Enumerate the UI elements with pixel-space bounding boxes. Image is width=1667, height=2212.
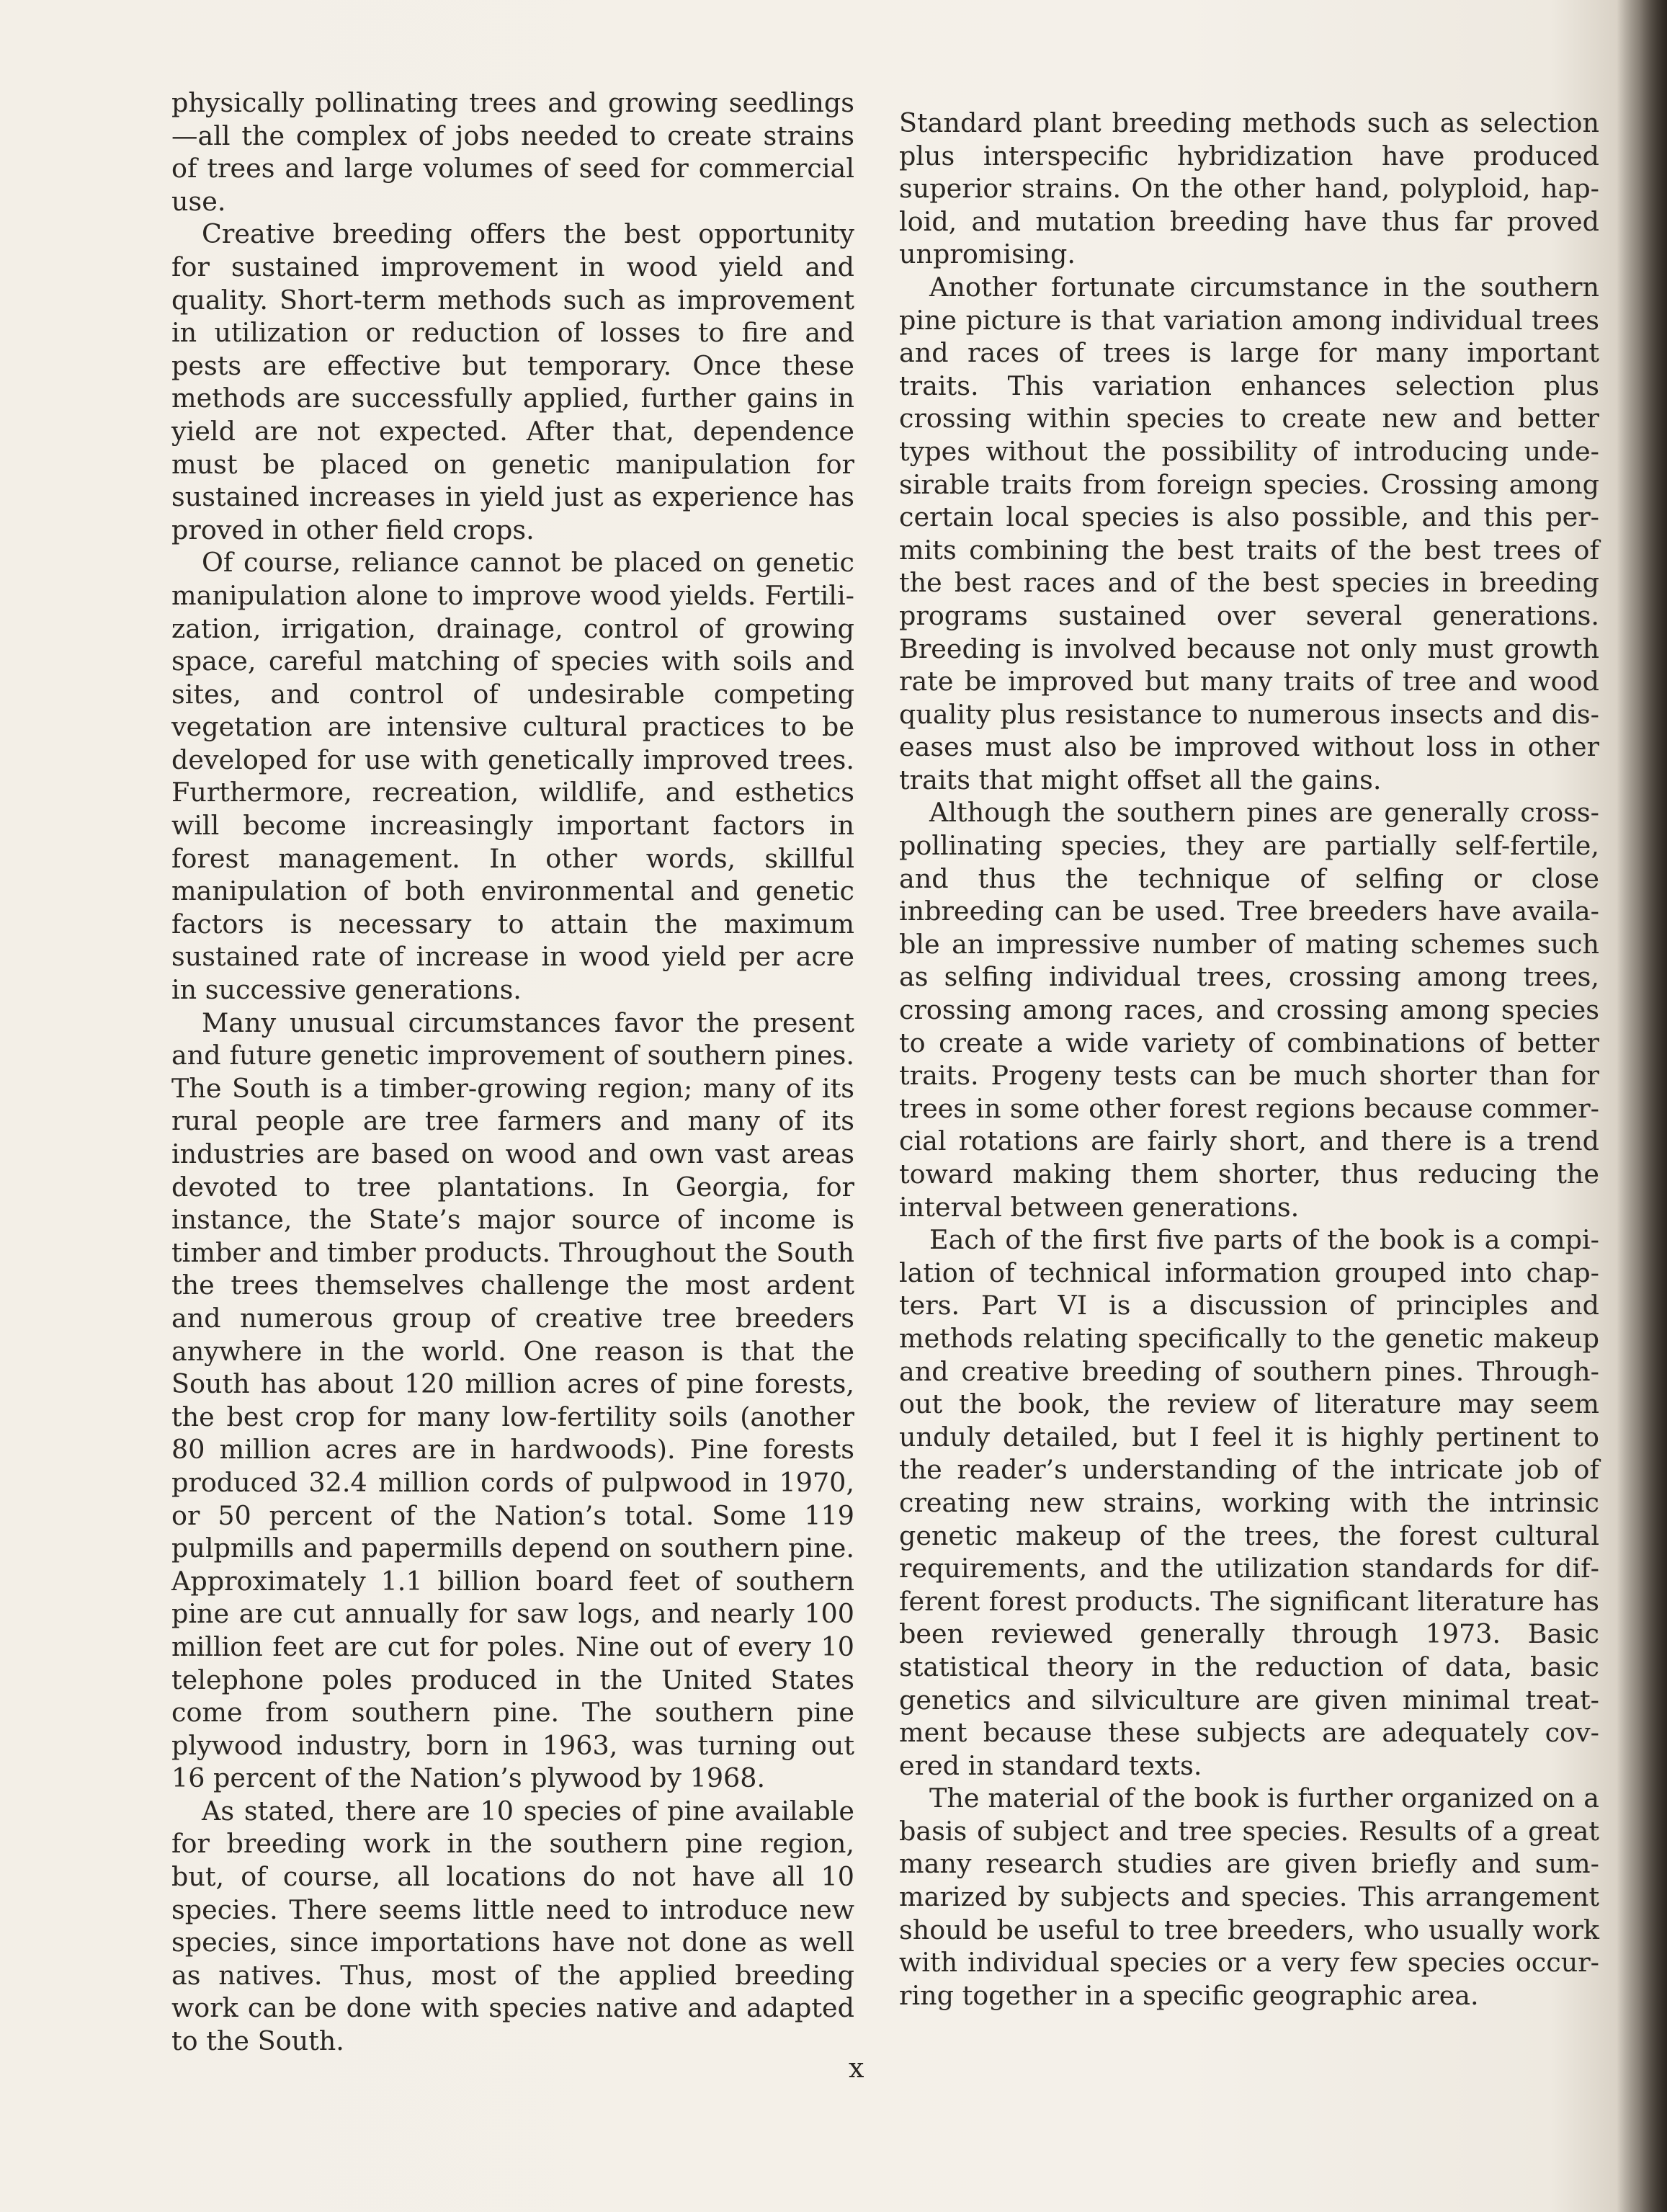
right-text-column (899, 107, 1599, 2012)
binding-shadow (1617, 0, 1667, 2212)
paragraph: The material of the book is further organized on a basis of subject and tree species. Results of a great many research studies are given briefly and summarized by subjects and species. This arrangement should be useful to tree breeders, who usually work with individual species or a very few species occurring together in a specific geographic area. (899, 1783, 1599, 2011)
paragraph: As stated, there are 10 species of pine available for breeding work in the southern pine region, but, of course, all locations do not have all 10 species. There seems little need to introduce new species, since importations have not done as well as natives. Thus, most of the applied breeding work can be done with species native and adapted to the South. (171, 1795, 854, 2057)
paragraph: Another fortunate circumstance in the southern pine picture is that variation among individual trees and races of trees is large for many important traits. This variation enhances selection plus crossing within species to create new and better types without the possibility of introducing undesirable traits from foreign species. Crossing among certain local species is also possible, and this permits combining the best traits of the best trees of the best races and of the best species in breeding programs sustained over several generations. Breeding is involved because not only must growth rate be improved but many traits of tree and wood quality plus resistance to numerous insects and diseases must also be improved without loss in other traits that might offset all the gains. (899, 271, 1599, 795)
page-number: x (849, 2052, 865, 2084)
left-text-column (171, 86, 854, 2058)
paragraph: Standard plant breeding methods such as selection plus interspecific hybridization have produced superior strains. On the other hand, polyploid, haploid, and mutation breeding have thus far proved unpromising. (899, 107, 1599, 270)
paragraph: physically pollinating trees and growing seedlings—all the complex of jobs needed to create strains of trees and large volumes of seed for commercial use. (171, 87, 854, 217)
paragraph: Although the southern pines are generally cross-pollinating species, they are partially self-fertile, and thus the technique of selfing or close inbreeding can be used. Tree breeders have available an impressive number of mating schemes such as selfing individual trees, crossing among trees, crossing among races, and crossing among species to create a wide variety of combinations of better traits. Progeny tests can be much shorter than for trees in some other forest regions because commercial rotations are fairly short, and there is a trend toward making them shorter, thus reducing the interval between generations. (899, 797, 1599, 1223)
paragraph: Many unusual circumstances favor the present and future genetic improvement of southern pines. The South is a timber-growing region; many of its rural people are tree farmers and many of its industries are based on wood and own vast areas devoted to tree plantations. In Georgia, for instance, the State’s major source of income is timber and timber products. Throughout the South the trees themselves challenge the most ardent and numerous group of creative tree breeders anywhere in the world. One reason is that the South has about 120 million acres of pine forests, the best crop for many low-fertility soils (another 80 million acres are in hardwoods). Pine forests produced 32.4 million cords of pulpwood in 1970, or 50 percent of the Nation’s total. Some 119 pulpmills and papermills depend on southern pine. Approximately 1.1 billion board feet of southern pine are cut annually for saw logs, and nearly 100 million feet are cut for poles. Nine out of every 10 telephone poles produced in the United States come from southern pine. The southern pine plywood industry, born in 1963, was turning out 16 percent of the Nation’s plywood by 1968. (171, 1007, 854, 1794)
paragraph: Each of the first five parts of the book is a compilation of technical information grouped into chapters. Part VI is a discussion of principles and methods relating specifically to the genetic makeup and creative breeding of southern pines. Throughout the book, the review of literature may seem unduly detailed, but I feel it is highly pertinent to the reader’s understanding of the intricate job of creating new strains, working with the intrinsic genetic makeup of the trees, the forest cultural requirements, and the utilization standards for different forest products. The significant literature has been reviewed generally through 1973. Basic statistical theory in the reduction of data, basic genetics and silviculture are given minimal treatment because these subjects are adequately covered in standard texts. (899, 1224, 1599, 1781)
paragraph: Creative breeding offers the best opportunity for sustained improvement in wood yield and quality. Short-term methods such as improvement in utilization or reduction of losses to fire and pests are effective but temporary. Once these methods are successfully applied, further gains in yield are not expected. After that, dependence must be placed on genetic manipulation for sustained increases in yield just as experience has proved in other field crops. (171, 218, 854, 545)
paragraph: Of course, reliance cannot be placed on genetic manipulation alone to improve wood yields. Fertilization, irrigation, drainage, control of growing space, careful matching of species with soils and sites, and control of undesirable competing vegetation are intensive cultural practices to be developed for use with genetically improved trees. Furthermore, recreation, wildlife, and esthetics will become increasingly important factors in forest management. In other words, skillful manipulation of both environmental and genetic factors is necessary to attain the maximum sustained rate of increase in wood yield per acre in successive generations. (171, 547, 854, 1006)
